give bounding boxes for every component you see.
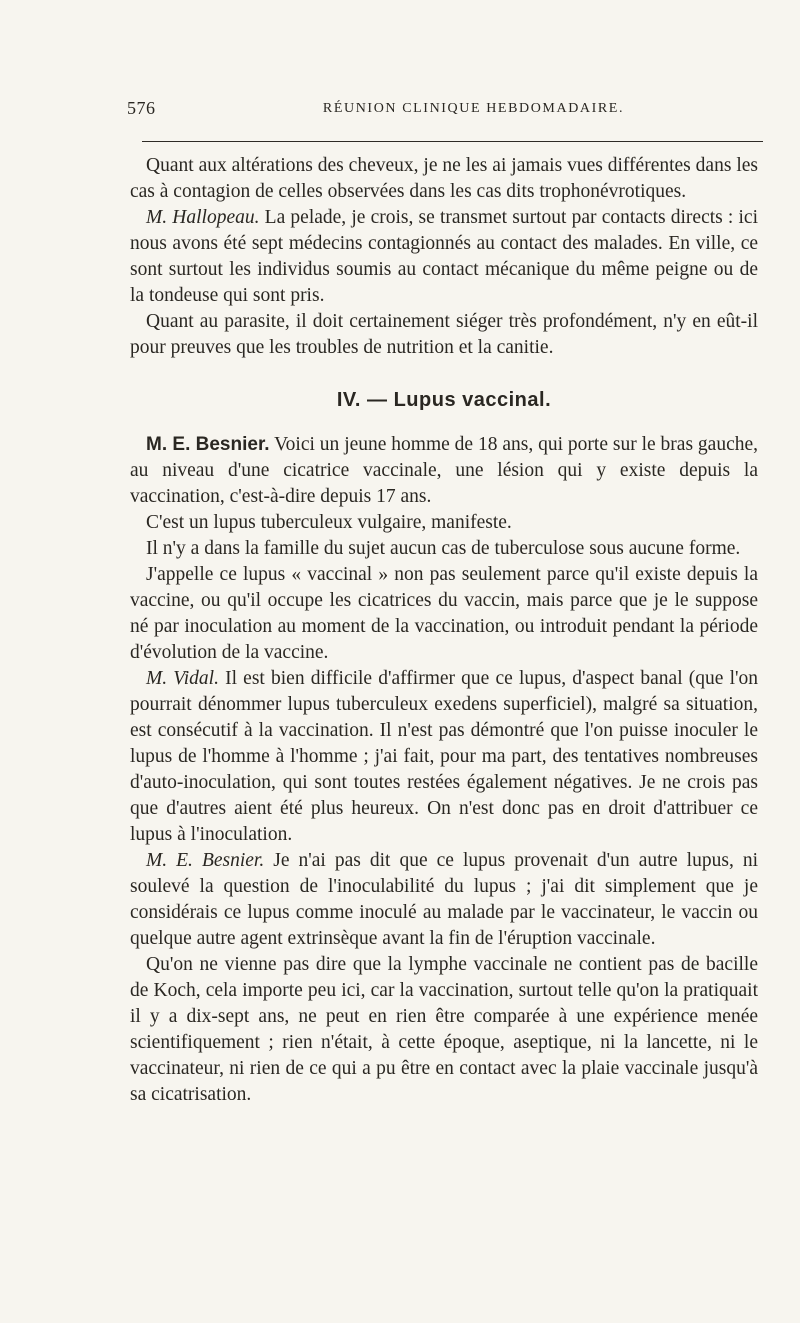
speaker-name: M. E. Besnier.	[146, 434, 270, 455]
paragraph: Quant aux altérations des cheveux, je ne les ai jamais vues différentes dans les cas à contagion de celles observées dans les cas dits trophonévrotiques.	[130, 155, 758, 202]
paragraph-text: La pelade, je crois, se transmet surtout par contacts directs : ici nous avons été sept médecins contagionnés au contact des malades. En ville, ce sont surtout les individus soumis au contact mécanique du même peigne ou de la tondeuse qui sont pris.	[130, 207, 758, 306]
section-heading: IV. — Lupus vaccinal.	[336, 389, 552, 411]
speaker-name: M. Vidal.	[146, 668, 219, 689]
paragraph	[130, 666, 758, 848]
paragraph: J'appelle ce lupus « vaccinal » non pas seulement parce qu'il existe depuis la vaccine, ou qu'il occupe les cicatrices du vaccin, mais parce que je le suppose né par inoculation au moment de la vaccination, ou introduit pendant la période d'évolution de la vaccine.	[130, 564, 758, 663]
paragraph	[130, 848, 758, 952]
paragraph: Quant au parasite, il doit certainement siéger très profondément, n'y en eût-il pour preuves que les troubles de nutrition et la canitie.	[130, 311, 758, 358]
speaker-name: M. Hallopeau.	[146, 207, 260, 228]
paragraph-text: Je n'ai pas dit que ce lupus provenait d'un autre lupus, ni soulevé la question de l'inoculabilité du lupus ; j'ai dit simplement que je considérais ce lupus comme inoculé au malade par le vaccinateur, le vaccin ou quelque autre agent extrinsèque avant la fin de l'éruption vaccinale.	[130, 850, 759, 949]
paragraph: Il n'y a dans la famille du sujet aucun cas de tuberculose sous aucune forme.	[146, 538, 741, 559]
paragraph: Qu'on ne vienne pas dire que la lymphe vaccinale ne contient pas de bacille de Koch, cela importe peu ici, car la vaccination, surtout telle qu'on la pratiquait il y a dix-sept ans, ne peut en rien être comparée à une expérience menée scientifiquement ; rien n'était, à cette époque, aseptique, ni la lancette, ni le vaccinateur, ni rien de ce qui a pu être en contact avec la plaie vaccinale jusqu'à sa cicatrisation.	[130, 954, 758, 1105]
body-text	[130, 153, 758, 1108]
paragraph: C'est un lupus tuberculeux vulgaire, manifeste.	[146, 512, 512, 533]
page-number: 576	[127, 98, 156, 118]
page-header	[127, 98, 760, 128]
speaker-name: M. E. Besnier.	[146, 850, 265, 871]
running-title: RÉUNION CLINIQUE HEBDOMADAIRE.	[322, 101, 625, 116]
paragraph	[130, 432, 758, 510]
paragraph-text: Il est bien difficile d'affirmer que ce lupus, d'aspect banal (que l'on pourrait dénommer lupus tuberculeux exedens superficiel), malgré sa situation, est consécutif à la vaccination. Il n'est pas démontré que l'on puisse inoculer le lupus de l'homme à l'homme ; j'ai fait, pour ma part, des tentatives nombreuses d'auto-inoculation, qui sont toutes restées également négatives. Je ne crois pas que d'autres aient été plus heureux. On n'est donc pas en droit d'attribuer ce lupus à l'inoculation.	[130, 668, 758, 845]
header-rule	[142, 141, 763, 142]
paragraph-text: Voici un jeune homme de 18 ans, qui porte sur le bras gauche, au niveau d'une cicatrice vaccinale, une lésion qui y existe depuis la vaccination, c'est-à-dire depuis 17 ans.	[130, 434, 759, 507]
paragraph	[130, 205, 758, 309]
